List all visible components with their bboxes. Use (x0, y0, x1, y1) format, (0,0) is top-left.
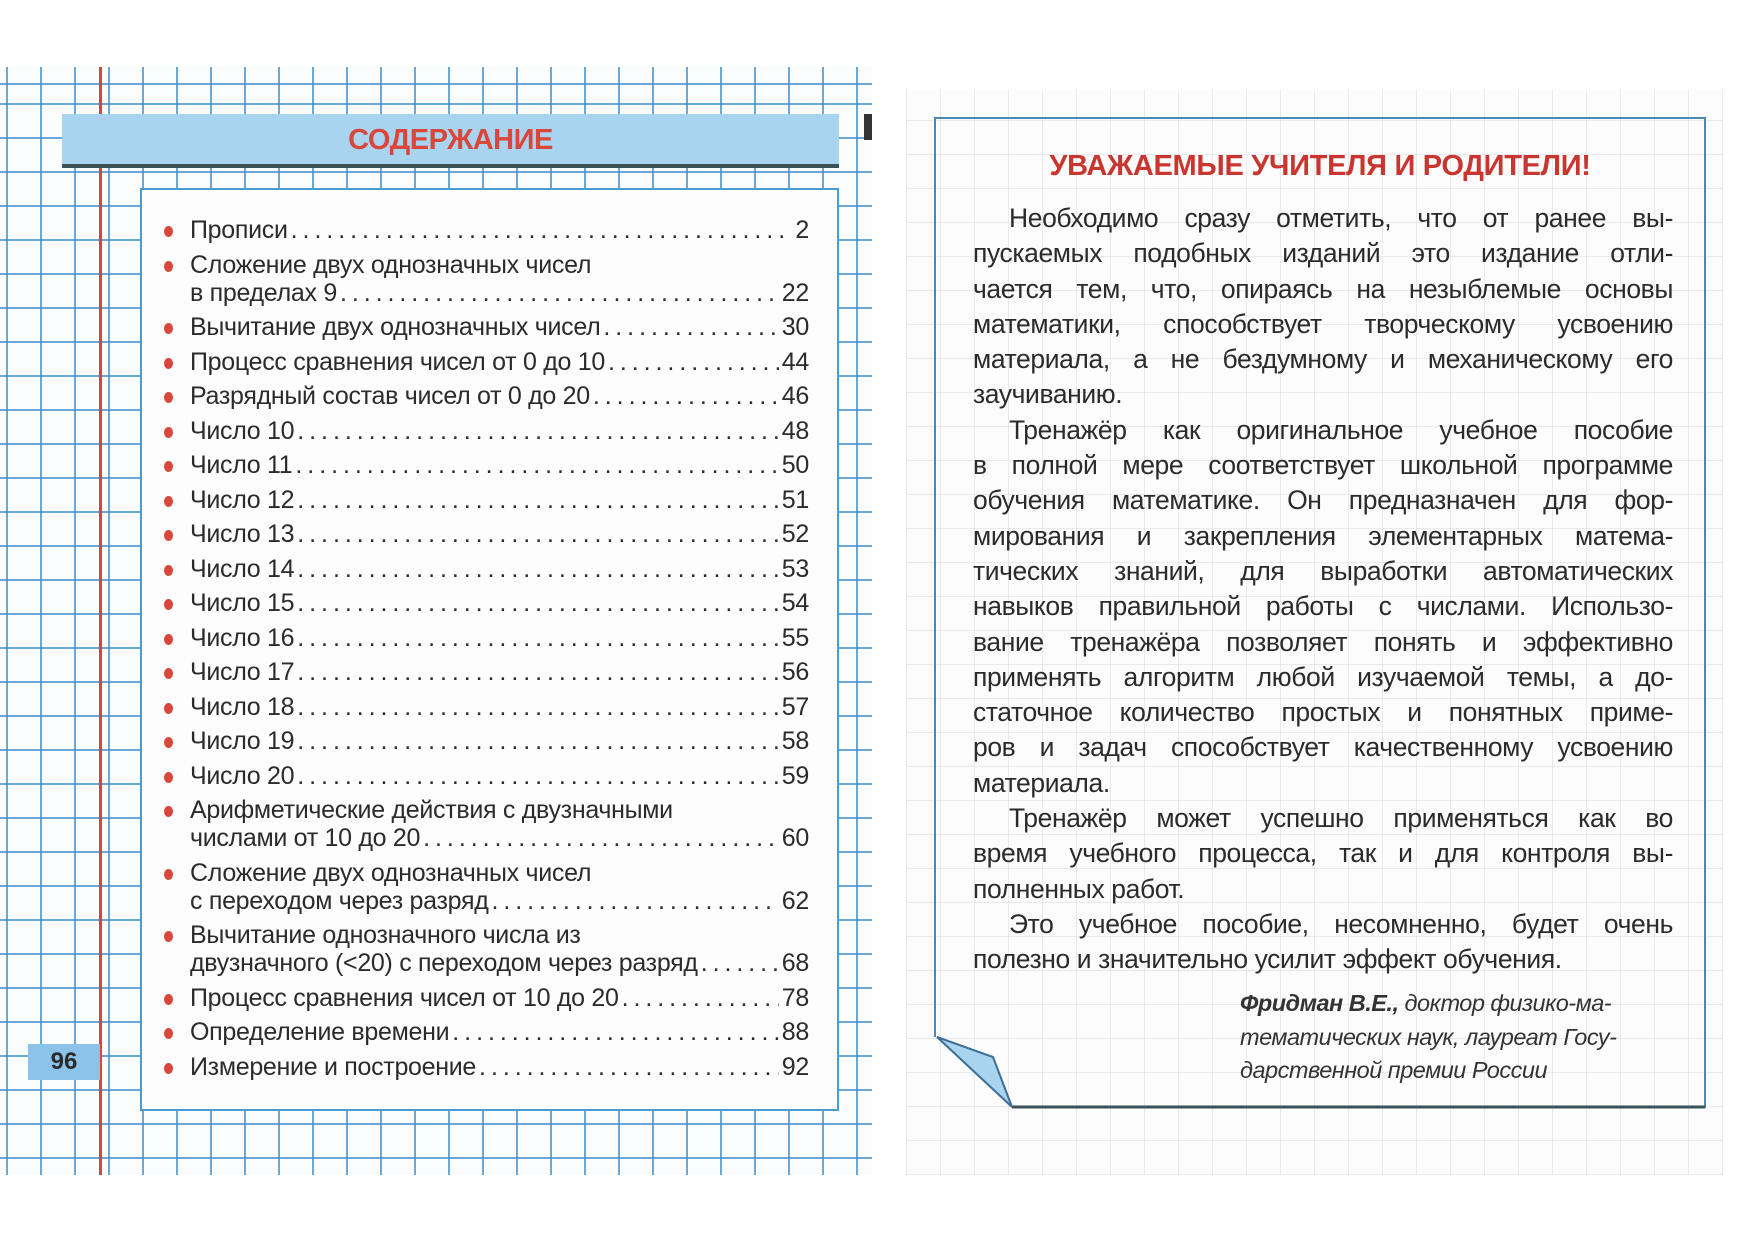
text-line: Тренажёр может успешно применяться как во (1009, 803, 1673, 834)
toc-item-title: Число 18 (190, 692, 295, 721)
bullet-icon (164, 668, 173, 679)
text-line: мирования и закрепления элементарных матема- (973, 520, 1673, 551)
dot-leader (297, 417, 779, 445)
toc-line (190, 520, 809, 548)
bullet-icon (164, 226, 173, 237)
dot-leader (295, 451, 778, 479)
toc-item (164, 624, 809, 652)
bullet-icon (164, 565, 173, 576)
signature (1240, 987, 1616, 1088)
bullet-icon (164, 496, 173, 507)
toc-page-number: 88 (781, 1018, 809, 1046)
bullet-icon (164, 427, 173, 438)
toc-line (190, 1018, 809, 1046)
toc-page-number: 60 (781, 824, 809, 852)
toc-item (164, 348, 809, 376)
toc-page-number: 51 (781, 485, 809, 514)
dot-leader (297, 486, 779, 514)
toc-item-title: Число 15 (190, 589, 295, 617)
bullet-icon (164, 931, 173, 942)
dot-leader (608, 348, 779, 376)
dot-leader (297, 693, 779, 721)
toc-item-title: Число 20 (190, 761, 295, 790)
bullet-icon (164, 1028, 173, 1039)
toc-item (164, 984, 809, 1012)
toc-item (164, 1018, 809, 1046)
dot-leader (340, 279, 779, 307)
toc-page-number: 56 (781, 658, 809, 686)
toc-item (164, 589, 809, 617)
toc-line (190, 313, 809, 341)
toc-line (190, 824, 809, 852)
text-line: ров и задач способствует качественному усвоению (973, 732, 1673, 763)
dot-leader (622, 984, 779, 1012)
dot-leader (452, 1018, 779, 1046)
text-line: пускаемых подобных изданий это издание отли- (973, 238, 1673, 269)
toc-page-number: 59 (781, 761, 809, 790)
text-line: математики, способствует творческому усвоению (973, 308, 1673, 339)
text-line: применять алгоритм любой изучаемой темы, а до- (973, 661, 1673, 692)
toc-page-number: 92 (781, 1052, 809, 1081)
toc-page-number: 54 (781, 589, 809, 617)
toc-item-title: Число 17 (190, 658, 295, 686)
toc-page-number: 55 (781, 623, 809, 652)
bullet-icon (164, 806, 173, 817)
toc-line (190, 727, 809, 755)
toc-item-title: Число 10 (190, 416, 295, 445)
toc-line (190, 348, 809, 376)
dot-leader (701, 949, 779, 977)
toc-page-number: 52 (781, 520, 809, 548)
text-line: обучения математике. Он предназначен для фор- (973, 485, 1673, 516)
dot-leader (603, 313, 778, 341)
toc-line (190, 1053, 809, 1081)
bullet-icon (164, 461, 173, 472)
text-line: полненных работ. (973, 873, 1185, 904)
text-line: полезно и значительно усилит эффект обучения. (973, 944, 1562, 975)
toc-item (164, 216, 809, 244)
toc-line (190, 486, 809, 514)
text-line: материала. (973, 767, 1110, 798)
table-of-contents (140, 188, 839, 1111)
toc-page-number: 30 (781, 313, 809, 341)
text-line: вание тренажёра позволяет понять и эффективно (973, 626, 1673, 657)
bullet-icon (164, 994, 173, 1005)
signature-line (1240, 987, 1616, 1021)
toc-item-title: Число 12 (190, 485, 295, 514)
bullet-icon (164, 261, 173, 272)
toc-item (164, 417, 809, 445)
dot-leader (297, 658, 779, 686)
dot-leader (297, 520, 779, 548)
toc-item-title: в пределах 9 (190, 278, 337, 307)
toc-page-number: 22 (781, 278, 809, 307)
toc-line (190, 887, 809, 915)
toc-item-title: Сложение двух однозначных чисел (190, 858, 592, 887)
toc-page-number: 53 (781, 554, 809, 583)
toc-line (190, 859, 809, 887)
toc-item-title: Вычитание однозначного числа из (190, 921, 581, 949)
toc-item-title: Определение времени (190, 1018, 450, 1046)
bullet-icon (164, 599, 173, 610)
text-line: материала, а не бездумному и механическому его (973, 344, 1673, 375)
toc-item-title: Число 19 (190, 727, 295, 755)
toc-line (190, 921, 809, 949)
bullet-icon (164, 323, 173, 334)
text-line: Это учебное пособие, несомненно, будет очень (1009, 908, 1673, 939)
toc-line (190, 949, 809, 977)
text-line: чается тем, что, опираясь на незыблемые основы (973, 273, 1673, 304)
toc-item (164, 658, 809, 686)
bullet-icon (164, 703, 173, 714)
signature-line: дарственной премии России (1240, 1057, 1548, 1083)
toc-item-title: Число 14 (190, 554, 295, 583)
toc-item-title: Процесс сравнения чисел от 0 до 10 (190, 347, 605, 376)
toc-item (164, 1053, 809, 1081)
toc-line (190, 251, 809, 279)
toc-item-title: Арифметические действия с двузначными (190, 796, 673, 824)
foreword-text (973, 201, 1673, 978)
toc-line (190, 451, 809, 479)
dot-leader (297, 727, 779, 755)
text-line: статочное количество простых и понятных приме- (973, 697, 1673, 728)
toc-item (164, 859, 809, 915)
toc-item-title: Прописи (190, 216, 288, 244)
dot-leader (297, 624, 779, 652)
toc-line (190, 417, 809, 445)
toc-page-number: 58 (781, 727, 809, 755)
text-line: время учебного процесса, так и для контроля вы- (973, 838, 1673, 869)
toc-item-title: Число 16 (190, 623, 295, 652)
toc-item (164, 693, 809, 721)
toc-line (190, 624, 809, 652)
toc-item-title: Число 11 (190, 451, 293, 479)
toc-item-title: Разрядный состав чисел от 0 до 20 (190, 382, 590, 410)
toc-item (164, 727, 809, 755)
toc-page-number: 62 (781, 886, 809, 915)
dot-leader (479, 1053, 779, 1081)
text-line: заучиванию. (973, 379, 1123, 410)
text-line: тических знаний, для выработки автоматических (973, 555, 1673, 586)
foreword-title: УВАЖАЕМЫЕ УЧИТЕЛЯ И РОДИТЕЛИ! (1049, 150, 1591, 182)
toc-item (164, 313, 809, 341)
toc-item (164, 451, 809, 479)
toc-item-title: числами от 10 до 20 (190, 824, 421, 852)
page-number: 96 (28, 1044, 100, 1080)
bullet-icon (164, 358, 173, 369)
toc-item (164, 762, 809, 790)
text-line: в полной мере соответствует школьной программе (973, 450, 1673, 481)
toc-title: СОДЕРЖАНИЕ (348, 124, 553, 156)
toc-item-title: Вычитание двух однозначных чисел (190, 313, 601, 341)
toc-page-number: 48 (781, 416, 809, 445)
toc-item (164, 251, 809, 307)
author-name: Фридман В.Е., (1240, 990, 1399, 1016)
toc-item (164, 520, 809, 548)
toc-item (164, 796, 809, 852)
toc-page-number: 78 (781, 983, 809, 1012)
dot-leader (297, 555, 779, 583)
text-line: Необходимо сразу отметить, что от ранее вы- (1009, 203, 1673, 233)
toc-line (190, 984, 809, 1012)
toc-line (190, 382, 809, 410)
text-line: Тренажёр как оригинальное учебное пособие (1009, 414, 1673, 445)
text-line: навыков правильной работы с числами. Использо- (973, 591, 1673, 622)
dot-leader (291, 216, 793, 244)
toc-item-title: Измерение и построение (190, 1052, 477, 1081)
toc-item-title: Процесс сравнения чисел от 10 до 20 (190, 983, 619, 1012)
toc-line (190, 279, 809, 307)
toc-item-title: двузначного (<20) с переходом через разряд (190, 949, 698, 977)
toc-line (190, 658, 809, 686)
toc-line (190, 796, 809, 824)
toc-header (62, 114, 839, 168)
signature-line: тематических наук, лауреат Госу- (1240, 1023, 1617, 1050)
toc-item-title: Число 13 (190, 520, 295, 548)
toc-item (164, 486, 809, 514)
toc-line (190, 762, 809, 790)
toc-item-title: с переходом через разряд (190, 886, 489, 915)
page-edge-mark (864, 114, 872, 140)
toc-line (190, 693, 809, 721)
toc-page-number: 57 (781, 692, 809, 721)
toc-page-number: 2 (795, 216, 809, 244)
margin-line (99, 67, 102, 1175)
dot-leader (297, 589, 779, 617)
toc-line (190, 589, 809, 617)
toc-page-number: 44 (781, 347, 809, 376)
toc-line (190, 555, 809, 583)
bullet-icon (164, 392, 173, 403)
dot-leader (593, 382, 779, 410)
dot-leader (423, 824, 779, 852)
foreword-box (934, 117, 1706, 1107)
toc-page-number: 50 (781, 451, 809, 479)
folded-corner-icon (937, 1037, 1012, 1107)
toc-item (164, 555, 809, 583)
bullet-icon (164, 530, 173, 541)
bullet-icon (164, 869, 173, 880)
bullet-icon (164, 1063, 173, 1074)
toc-line (190, 216, 809, 244)
toc-page-number: 46 (781, 382, 809, 410)
bullet-icon (164, 772, 173, 783)
toc-item-title: Сложение двух однозначных чисел (190, 250, 592, 279)
toc-page-number: 68 (781, 949, 809, 977)
author-title: доктор физико-ма- (1398, 990, 1612, 1016)
toc-item (164, 382, 809, 410)
toc-item (164, 921, 809, 977)
dot-leader (297, 762, 779, 790)
bullet-icon (164, 634, 173, 645)
dot-leader (491, 887, 778, 915)
bullet-icon (164, 737, 173, 748)
